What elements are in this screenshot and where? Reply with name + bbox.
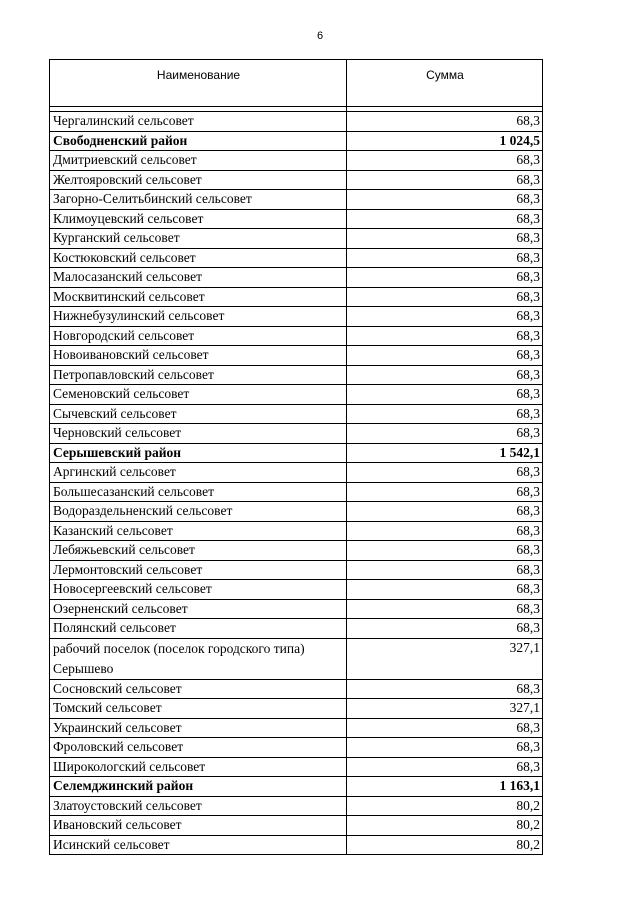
row-name: Большесазанский сельсовет	[50, 482, 347, 502]
row-name: Желтояровский сельсовет	[50, 170, 347, 190]
header-name: Наименование	[50, 60, 347, 107]
row-name: Свободненский район	[50, 131, 347, 151]
row-amount: 68,3	[347, 482, 543, 502]
row-amount: 80,2	[347, 835, 543, 855]
row-name: Чергалинский сельсовет	[50, 112, 347, 132]
row-name: Петропавловский сельсовет	[50, 365, 347, 385]
table-row	[50, 170, 543, 190]
row-name: Новосергеевский сельсовет	[50, 580, 347, 600]
row-amount: 68,3	[347, 619, 543, 639]
row-amount: 68,3	[347, 248, 543, 268]
table-row	[50, 599, 543, 619]
page-number: 6	[316, 30, 324, 42]
district-row	[50, 777, 543, 797]
row-amount: 68,3	[347, 580, 543, 600]
row-amount: 68,3	[347, 268, 543, 288]
row-amount: 80,2	[347, 796, 543, 816]
row-name: Широкологский сельсовет	[50, 757, 347, 777]
table-row	[50, 482, 543, 502]
row-amount: 68,3	[347, 326, 543, 346]
table-row	[50, 757, 543, 777]
row-amount: 1 542,1	[347, 443, 543, 463]
table-row	[50, 404, 543, 424]
table-row	[50, 424, 543, 444]
table-row	[50, 699, 543, 719]
row-name: Семеновский сельсовет	[50, 385, 347, 405]
row-amount: 68,3	[347, 463, 543, 483]
table-row	[50, 796, 543, 816]
row-amount: 68,3	[347, 599, 543, 619]
row-amount: 68,3	[347, 757, 543, 777]
row-name: Сосновский сельсовет	[50, 679, 347, 699]
row-name: рабочий поселок (поселок городского типа) Серышево	[50, 638, 347, 679]
row-name: Сычевский сельсовет	[50, 404, 347, 424]
row-name: Малосазанский сельсовет	[50, 268, 347, 288]
table-row	[50, 738, 543, 758]
row-name: Нижнебузулинский сельсовет	[50, 307, 347, 327]
row-amount: 68,3	[347, 560, 543, 580]
table-body	[50, 107, 543, 855]
table-row	[50, 112, 543, 132]
row-name: Новоивановский сельсовет	[50, 346, 347, 366]
row-amount: 1 024,5	[347, 131, 543, 151]
table-row	[50, 679, 543, 699]
row-amount: 68,3	[347, 521, 543, 541]
header-row	[50, 60, 543, 107]
row-name: Лермонтовский сельсовет	[50, 560, 347, 580]
header-amount: Сумма	[347, 60, 543, 107]
table-row	[50, 816, 543, 836]
row-name: Фроловский сельсовет	[50, 738, 347, 758]
table-row	[50, 580, 543, 600]
row-amount: 68,3	[347, 346, 543, 366]
row-name: Загорно-Селитьбинский сельсовет	[50, 190, 347, 210]
table-row	[50, 287, 543, 307]
table-row	[50, 638, 543, 679]
row-amount: 68,3	[347, 502, 543, 522]
row-name: Климоуцевский сельсовет	[50, 209, 347, 229]
row-amount: 68,3	[347, 365, 543, 385]
row-name: Курганский сельсовет	[50, 229, 347, 249]
row-amount: 68,3	[347, 385, 543, 405]
table-row	[50, 248, 543, 268]
table-row	[50, 718, 543, 738]
row-name: Черновский сельсовет	[50, 424, 347, 444]
row-name: Исинский сельсовет	[50, 835, 347, 855]
table-row	[50, 151, 543, 171]
table-row	[50, 209, 543, 229]
district-row	[50, 443, 543, 463]
row-name: Ивановский сельсовет	[50, 816, 347, 836]
table-row	[50, 268, 543, 288]
table-row	[50, 346, 543, 366]
table-row	[50, 541, 543, 561]
table-row	[50, 619, 543, 639]
table-row	[50, 835, 543, 855]
row-name: Водораздельненский сельсовет	[50, 502, 347, 522]
row-amount: 327,1	[347, 699, 543, 719]
row-amount: 68,3	[347, 209, 543, 229]
row-amount: 68,3	[347, 112, 543, 132]
row-name: Аргинский сельсовет	[50, 463, 347, 483]
row-amount: 68,3	[347, 170, 543, 190]
table-row	[50, 365, 543, 385]
table-row	[50, 326, 543, 346]
row-name: Дмитриевский сельсовет	[50, 151, 347, 171]
table-row	[50, 229, 543, 249]
budget-table	[49, 59, 543, 855]
table-row	[50, 502, 543, 522]
row-amount: 68,3	[347, 190, 543, 210]
row-name: Златоустовский сельсовет	[50, 796, 347, 816]
row-amount: 1 163,1	[347, 777, 543, 797]
row-name: Томский сельсовет	[50, 699, 347, 719]
row-name: Полянский сельсовет	[50, 619, 347, 639]
row-name: Озерненский сельсовет	[50, 599, 347, 619]
row-name: Лебяжьевский сельсовет	[50, 541, 347, 561]
row-name: Селемджинский район	[50, 777, 347, 797]
row-amount: 80,2	[347, 816, 543, 836]
district-row	[50, 131, 543, 151]
row-amount: 68,3	[347, 424, 543, 444]
table-row	[50, 560, 543, 580]
table-header	[50, 60, 543, 107]
row-amount: 327,1	[347, 638, 543, 679]
table-row	[50, 463, 543, 483]
row-amount: 68,3	[347, 541, 543, 561]
row-amount: 68,3	[347, 151, 543, 171]
row-amount: 68,3	[347, 229, 543, 249]
row-name: Новгородский сельсовет	[50, 326, 347, 346]
row-name: Серышевский район	[50, 443, 347, 463]
row-name: Костюковский сельсовет	[50, 248, 347, 268]
row-amount: 68,3	[347, 287, 543, 307]
row-amount: 68,3	[347, 718, 543, 738]
row-name: Украинский сельсовет	[50, 718, 347, 738]
row-amount: 68,3	[347, 307, 543, 327]
table-row	[50, 521, 543, 541]
table-row	[50, 190, 543, 210]
table-row	[50, 385, 543, 405]
row-amount: 68,3	[347, 738, 543, 758]
row-name: Москвитинский сельсовет	[50, 287, 347, 307]
row-amount: 68,3	[347, 679, 543, 699]
row-name: Казанский сельсовет	[50, 521, 347, 541]
row-amount: 68,3	[347, 404, 543, 424]
table-row	[50, 307, 543, 327]
